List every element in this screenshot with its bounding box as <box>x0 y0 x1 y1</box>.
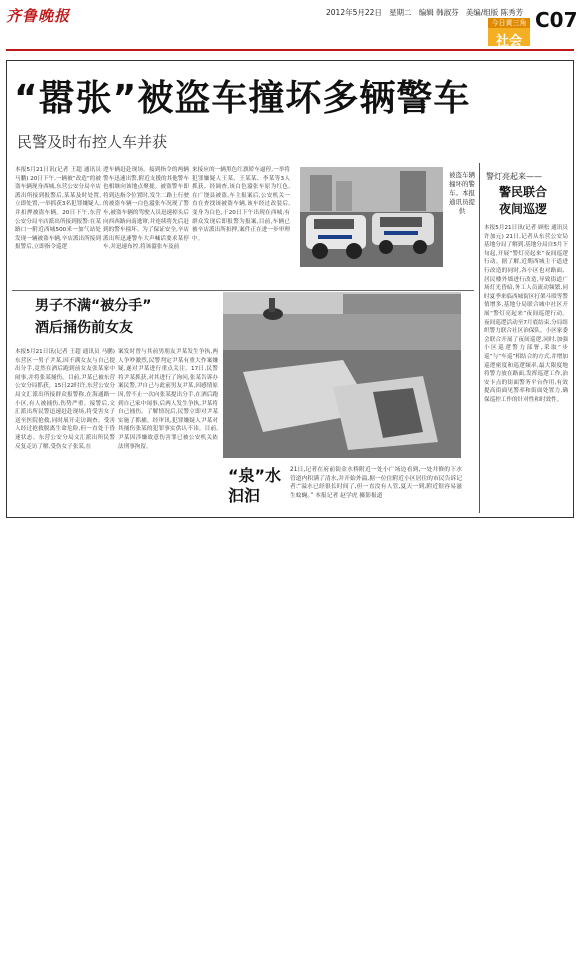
side-divider <box>479 163 480 513</box>
section-sub-label: 今日黄三角 <box>488 18 530 28</box>
story2-column-1: 本报5月21日讯(记者 王超 通讯员 马鹏) 东营区一男子尹某,因不满女友与自己提出分手,竟然在酒后跑到前女友张某家中闹事,并将张某捅伤。目前,尹某已被东营公安分局抓获。15日22时许,东营公安分局文汇派出所接群众报警称,在海通路一小区,有人被捅伤,伤势严重。接警后,文汇派出所民警迅速赶赴现场,将受害女子送至医院抢救,同时展开走访调查。受害人经过抢救脱离生命危险,但一直处于昏迷状态。东营公安分局文汇派出所民警反复走访了解,受伤女子张某,在 <box>15 349 115 450</box>
police-cars-caption: 被盗车辆撞坏的警车。本报通讯员提供 <box>449 171 475 215</box>
side-body: 本报5月21日讯(记者 顾松 通讯员 许加元) 21日,记者从东营公安局基地分局了解到,基地分局自5月下旬起,开展“警灯亮起来”夜间巡逻行动。据了解,近期西城主干道进行改造的同时,各小区也对路面、居民楼外墙进行改造,导致街道广场灯光昏暗,务工人员流动频繁,同时夏季来临西城街区打架斗殴等警情增多,基地分局联合城中社区开展“警灯亮起来”夜间巡逻行动。夜间巡逻活动至7月底结束,分局组织警力联合社区治保队、小区家委会联合开展了夜间巡逻,同时,加强小区巡逻警力部署,采取“步巡”与“车巡”相结合的方式,并增加巡逻密度和巡逻频率,最大限度地将警力放在路面,发挥巡逻工作,治安卡点的街面警务平台作用,有效提高街面见警率和街面处置力,确保巡控工作的针对性和时效性。 <box>484 225 568 403</box>
page-number: C07 <box>535 8 578 32</box>
side-title-line1: 警民联合 <box>499 185 548 199</box>
photo2-caption: 21日,记者在府前街金水桥附近一处小广场边看到,一处井修的下水管道内积满了清水,并开始外溢,据一位住附近小区居住的市民告诉记者:“溢水已经很长时间了,但一直没有人管,夏天一到,附近很容易滋生蚊蝇。” 本报记者 赵学虎 摄影报道 <box>290 467 462 499</box>
issue-weekday: 星期二 <box>389 8 412 17</box>
drain-overflow-photo <box>223 292 461 458</box>
main-subhead: 民警及时布控人车并获 <box>17 133 168 151</box>
main-column-3: 来接应的一辆黑色红旗轿车逼停,一举将犯罪嫌疑人王某、王某某、李某等3人抓获。经调查,该白色嚣张车原为红色,在广饶县被盗,车主报案后,公安机关一直在查找该被盗车辆,该车经过改装后,变身为白色,于20日下午出现在西城,有群众发现后即报警为报案,目前,车辆已被辛店派出所扣押,案件正在进一步审理中。 <box>192 167 290 242</box>
editor-credit: 编辑 韩淑芬 <box>418 8 459 17</box>
story-divider <box>12 290 474 291</box>
story2-title-line1: 男子不满“被分手” <box>35 298 152 314</box>
side-title-line2: 夜间巡逻 <box>499 202 548 216</box>
masthead-rule <box>6 49 574 51</box>
story2-column-2: 案发时曾与其前男朋友尹某发生争执,两人争吵激烈,民警判定尹某有重大作案嫌疑,遂对尹某进行重点关注。17日,民警将尹某抓获,对其进行了询问,张某告诉办案民警,尹自己与此前男友尹某,因感情原因,曾不止一次向张某提出分手,在酒后跑到自己家中闹事,后两人发生争执,尹某将自己捅伤。了解情况后,民警立即对尹某实施了抓捕。经审讯,犯罪嫌疑人尹某对其捅伤张某的犯罪事实供认不讳。目前,尹某因涉嫌故意伤害罪已被公安机关依法刑事拘留。 <box>118 349 218 450</box>
design-credit: 美编/组版 陈秀芳 <box>465 8 524 17</box>
side-kicker: 警灯亮起来—— <box>486 172 542 181</box>
police-cars-photo <box>300 167 443 267</box>
main-headline: “嚣张”被盗车撞坏多辆警车 <box>14 78 471 119</box>
issue-date: 2012年5月22日 <box>326 8 382 17</box>
main-column-1: 本报5月21日讯(记者 王超 通讯员 马鹏) 20日下午,一辆被“改造”的被盗车辆现身西城,东营公安分局辛店派出所接到报警后,某某及时处置,立即处置,一举抓获3名犯罪嫌疑人,并扣押被盗车辆。20日下午,东营公安分局辛店派出所接到报警:在某路口一附近西城500米一加气站处发现一辆被盗车辆,辛店派出所接到报警后,立即指令巡逻 <box>15 167 101 251</box>
section-name: 社会 <box>495 34 522 49</box>
newspaper-logo: 齐鲁晚报 <box>6 7 71 25</box>
masthead-info <box>326 7 523 18</box>
main-column-2: 逻车辆赶赴现场。接到指令的两辆警车迅速出警,附近支援的其他警车也相继向该地点聚拢。被盗警车即将到达指令位置时,发生二路上行驶的被盗车辆一白色嚣张车况现了警车,被盗车辆的驾驶人员迅速掉头后向西西路向南逃窜,并连续将先后赶到的警车撞坏。为了保证安全,辛店派出所迅速警车大声喊话要求某停车,并迅速布控,将该嚣张车及前 <box>103 167 189 251</box>
photo2-title: “泉”水汩汩 <box>228 466 282 505</box>
story2-title-line2: 酒后捅伤前女友 <box>35 320 133 336</box>
